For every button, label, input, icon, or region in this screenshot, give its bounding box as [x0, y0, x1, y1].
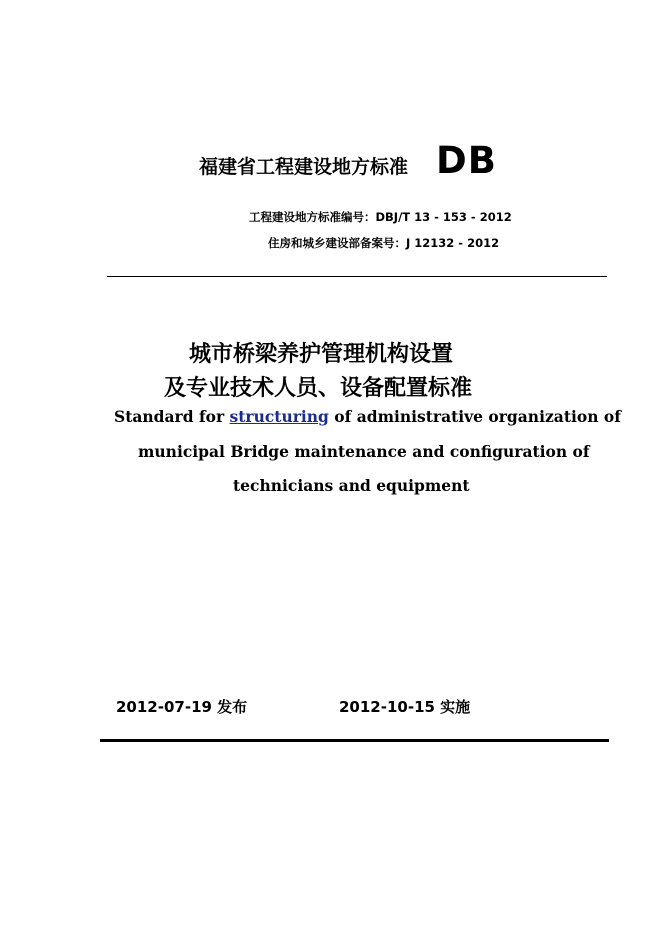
english-title-prefix: Standard for [114, 407, 230, 426]
chinese-title-line-2: 及专业技术人员、设备配置标准 [164, 376, 473, 401]
standard-number: 工程建设地方标准编号：DBJ/T 13 - 153 - 2012 [249, 210, 512, 224]
structuring-link[interactable]: structuring [229, 407, 329, 426]
english-title-line-2: municipal Bridge maintenance and configuration of [138, 442, 590, 461]
issue-date: 2012-07-19 发布 [116, 698, 248, 716]
record-number: 住房和城乡建设部备案号：J 12132 - 2012 [268, 236, 500, 250]
footer-divider [100, 739, 609, 742]
header-divider [107, 276, 607, 277]
db-mark: DB [436, 139, 497, 182]
english-title-line-1 [114, 407, 621, 426]
english-title-suffix: of administrative organization of [328, 407, 621, 426]
chinese-title-line-1: 城市桥梁养护管理机构设置 [189, 342, 454, 367]
implementation-date: 2012-10-15 实施 [339, 698, 471, 716]
english-title-line-3: technicians and equipment [233, 476, 470, 495]
provincial-standard-label: 福建省工程建设地方标准 [199, 156, 409, 178]
